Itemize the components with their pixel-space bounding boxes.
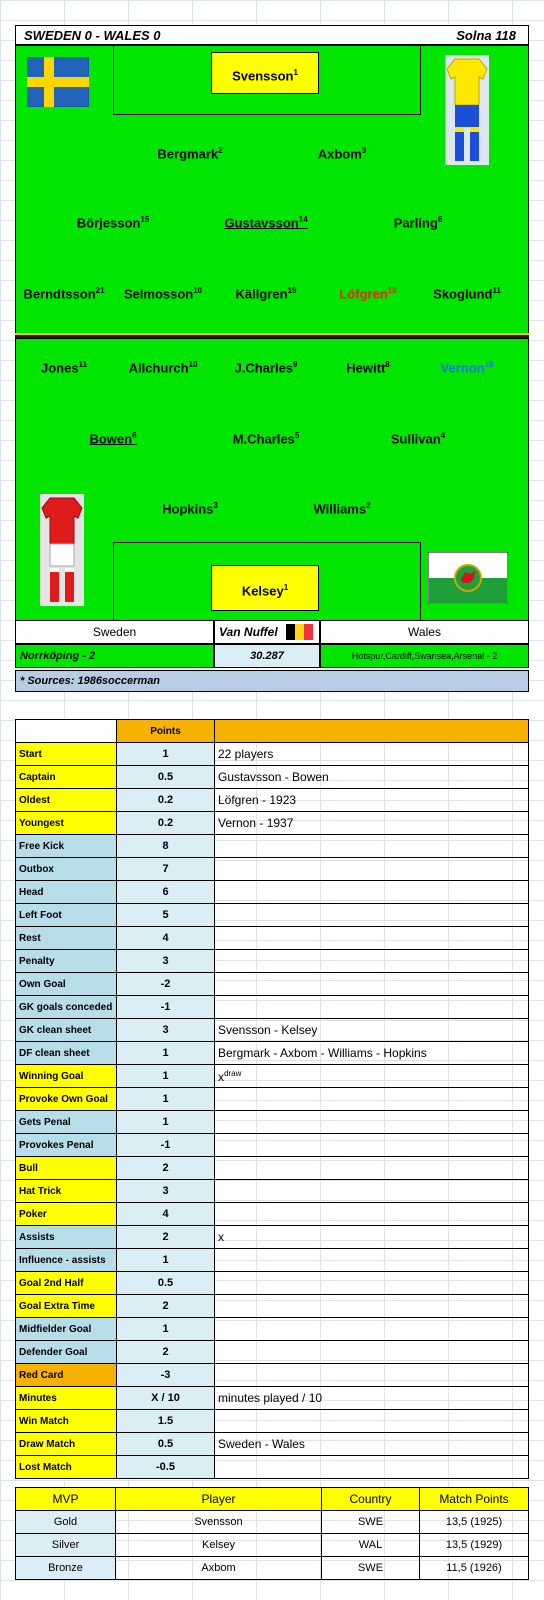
points-detail <box>215 950 529 973</box>
points-detail: 22 players <box>215 743 529 766</box>
sweden-kit-icon <box>445 55 489 165</box>
points-rule-label: Midfielder Goal <box>16 1318 117 1341</box>
player-sullivan: Sullivan$^4$ <box>390 431 446 447</box>
points-row <box>16 1341 529 1364</box>
player-bergmark: Bergmark$^2$ <box>157 146 223 162</box>
points-row <box>16 1295 529 1318</box>
points-rule-label: Minutes <box>16 1387 117 1410</box>
points-rule-label: Assists <box>16 1226 117 1249</box>
points-rule-label: Winning Goal <box>16 1065 117 1088</box>
mvp-match-points: 11,5 (1926) <box>420 1557 529 1580</box>
mvp-player: Kelsey <box>116 1534 322 1557</box>
points-row <box>16 1157 529 1180</box>
mvp-header-player: Player <box>116 1488 322 1511</box>
points-detail: Vernon - 1937 <box>215 812 529 835</box>
points-rule-label: Provoke Own Goal <box>16 1088 117 1111</box>
points-value: 8 <box>117 835 215 858</box>
mvp-country: SWE <box>322 1511 420 1534</box>
home-clubs-cell: Norrköping - 2 <box>15 644 214 668</box>
points-value: 5 <box>117 904 215 927</box>
points-header-desc <box>215 720 529 743</box>
mvp-header-country: Country <box>322 1488 420 1511</box>
points-detail <box>215 973 529 996</box>
points-detail <box>215 858 529 881</box>
player-kallgren: Källgren$^{19}$ <box>235 286 297 302</box>
points-row <box>16 996 529 1019</box>
points-value: 4 <box>117 1203 215 1226</box>
points-value: 2 <box>117 1226 215 1249</box>
mvp-match-points: 13,5 (1929) <box>420 1534 529 1557</box>
points-value: 3 <box>117 1019 215 1042</box>
points-row <box>16 1019 529 1042</box>
mvp-player: Svensson <box>116 1511 322 1534</box>
points-rule-label: Hat Trick <box>16 1180 117 1203</box>
points-row <box>16 1433 529 1456</box>
mvp-header-row <box>16 1488 529 1511</box>
points-row <box>16 858 529 881</box>
player-axbom: Axbom$^3$ <box>317 146 367 162</box>
points-detail <box>215 1134 529 1157</box>
sources-cell: * Sources: 1986soccerman <box>15 670 529 692</box>
points-row <box>16 1410 529 1433</box>
player-jones: Jones$^{11}$ <box>40 360 88 376</box>
points-detail <box>215 1295 529 1318</box>
mvp-row <box>16 1511 529 1534</box>
points-detail: Svensson - Kelsey <box>215 1019 529 1042</box>
points-row <box>16 1364 529 1387</box>
points-detail <box>215 1249 529 1272</box>
points-value: 1.5 <box>117 1410 215 1433</box>
points-detail <box>215 1318 529 1341</box>
points-detail: Bergmark - Axbom - Williams - Hopkins <box>215 1042 529 1065</box>
points-detail <box>215 996 529 1019</box>
points-value: 1 <box>117 1065 215 1088</box>
points-detail: Sweden - Wales <box>215 1433 529 1456</box>
points-row <box>16 881 529 904</box>
points-value: 1 <box>117 743 215 766</box>
points-row <box>16 1318 529 1341</box>
points-row <box>16 927 529 950</box>
points-value: 7 <box>117 858 215 881</box>
home-goalkeeper: Svensson$^1$ <box>211 52 319 94</box>
points-row <box>16 1111 529 1134</box>
wales-flag-icon <box>428 552 508 604</box>
points-value: 1 <box>117 1088 215 1111</box>
points-rule-label: Left Foot <box>16 904 117 927</box>
match-title: SWEDEN 0 - WALES 0 <box>24 28 161 43</box>
away-clubs-cell: Hotspur,Cardiff,Swansea,Arsenal - 2 <box>320 644 529 668</box>
points-row <box>16 1065 529 1088</box>
points-row <box>16 950 529 973</box>
points-value: -1 <box>117 1134 215 1157</box>
points-value: -1 <box>117 996 215 1019</box>
player-hopkins: Hopkins$^3$ <box>162 501 218 517</box>
mvp-header-mvp: MVP <box>16 1488 116 1511</box>
points-detail: $x^{draw}$ <box>215 1065 529 1088</box>
points-row <box>16 1134 529 1157</box>
mvp-player: Axbom <box>116 1557 322 1580</box>
points-rule-label: Defender Goal <box>16 1341 117 1364</box>
points-rule-label: GK clean sheet <box>16 1019 117 1042</box>
points-value: 0.5 <box>117 1272 215 1295</box>
points-row <box>16 1042 529 1065</box>
points-rule-label: Oldest <box>16 789 117 812</box>
player-williams: Williams$^2$ <box>313 501 371 517</box>
points-detail <box>215 1410 529 1433</box>
match-header <box>15 25 529 45</box>
player-borjesson: Börjesson$^{15}$ <box>76 215 150 231</box>
points-row <box>16 1088 529 1111</box>
points-rule-label: Red Card <box>16 1364 117 1387</box>
player-gustavsson-captain: Gustavsson$^{14}$ <box>224 215 308 231</box>
player-bowen-captain: Bowen$^6$ <box>89 431 137 447</box>
points-detail <box>215 1364 529 1387</box>
venue-label: Solna 118 <box>456 28 516 43</box>
points-value: -2 <box>117 973 215 996</box>
points-header-blank <box>16 720 117 743</box>
points-row <box>16 743 529 766</box>
belgium-flag-icon <box>286 624 313 640</box>
points-value: 1 <box>117 1249 215 1272</box>
wales-kit-icon <box>40 494 84 606</box>
points-rule-label: Goal Extra Time <box>16 1295 117 1318</box>
points-rule-label: Gets Penal <box>16 1111 117 1134</box>
points-value: 0.5 <box>117 1433 215 1456</box>
points-detail <box>215 1272 529 1295</box>
player-allchurch: Allchurch$^{10}$ <box>128 360 198 376</box>
points-value: 3 <box>117 1180 215 1203</box>
points-value: -0.5 <box>117 1456 215 1479</box>
points-row <box>16 1203 529 1226</box>
mvp-medal: Bronze <box>16 1557 116 1580</box>
player-j-charles: J.Charles$^9$ <box>234 360 298 376</box>
points-detail <box>215 835 529 858</box>
player-vernon: Vernon$^{18}$ <box>440 360 494 376</box>
points-value: 2 <box>117 1157 215 1180</box>
points-value: 6 <box>117 881 215 904</box>
points-rule-label: Penalty <box>16 950 117 973</box>
points-detail <box>215 904 529 927</box>
player-m-charles: M.Charles$^5$ <box>232 431 300 447</box>
points-header: Points <box>117 720 215 743</box>
points-detail <box>215 1341 529 1364</box>
points-rule-label: Win Match <box>16 1410 117 1433</box>
points-detail: minutes played / 10 <box>215 1387 529 1410</box>
player-lofgren: Löfgren$^{18}$ <box>339 286 397 302</box>
player-skoglund: Skoglund$^{11}$ <box>433 286 501 302</box>
points-value: 0.2 <box>117 812 215 835</box>
mvp-medal: Gold <box>16 1511 116 1534</box>
mvp-header-points: Match Points <box>420 1488 529 1511</box>
points-table <box>15 719 529 1479</box>
attendance-cell: 30.287 <box>214 644 320 668</box>
points-row <box>16 1272 529 1295</box>
points-row <box>16 1226 529 1249</box>
points-row <box>16 812 529 835</box>
points-rule-label: Influence - assists <box>16 1249 117 1272</box>
sweden-flag-icon <box>27 57 89 107</box>
points-value: 2 <box>117 1341 215 1364</box>
points-rule-label: Outbox <box>16 858 117 881</box>
points-value: X / 10 <box>117 1387 215 1410</box>
points-rule-label: Captain <box>16 766 117 789</box>
points-rule-label: Lost Match <box>16 1456 117 1479</box>
points-value: -3 <box>117 1364 215 1387</box>
points-rule-label: Free Kick <box>16 835 117 858</box>
points-row <box>16 1249 529 1272</box>
points-row <box>16 1387 529 1410</box>
points-row <box>16 766 529 789</box>
points-rule-label: Rest <box>16 927 117 950</box>
points-rule-label: Own Goal <box>16 973 117 996</box>
points-detail: Löfgren - 1923 <box>215 789 529 812</box>
mvp-row <box>16 1534 529 1557</box>
points-rule-label: Goal 2nd Half <box>16 1272 117 1295</box>
points-rule-label: DF clean sheet <box>16 1042 117 1065</box>
mvp-country: SWE <box>322 1557 420 1580</box>
mvp-country: WAL <box>322 1534 420 1557</box>
points-detail <box>215 1456 529 1479</box>
away-goalkeeper: Kelsey$^1$ <box>211 565 319 611</box>
points-rule-label: Provokes Penal <box>16 1134 117 1157</box>
points-header-row <box>16 720 529 743</box>
points-detail <box>215 1111 529 1134</box>
points-detail <box>215 881 529 904</box>
points-row <box>16 789 529 812</box>
mvp-match-points: 13,5 (1925) <box>420 1511 529 1534</box>
points-row <box>16 1180 529 1203</box>
mvp-table <box>15 1487 529 1580</box>
points-detail <box>215 1180 529 1203</box>
points-rule-label: Head <box>16 881 117 904</box>
points-rule-label: Youngest <box>16 812 117 835</box>
player-parling: Parling$^6$ <box>393 215 443 231</box>
player-selmosson: Selmosson$^{10}$ <box>123 286 203 302</box>
points-detail: Gustavsson - Bowen <box>215 766 529 789</box>
referee-cell: Van Nuffel <box>214 620 320 644</box>
points-rule-label: GK goals conceded <box>16 996 117 1019</box>
points-rule-label: Start <box>16 743 117 766</box>
points-detail <box>215 1203 529 1226</box>
points-rule-label: Draw Match <box>16 1433 117 1456</box>
mvp-medal: Silver <box>16 1534 116 1557</box>
points-rule-label: Poker <box>16 1203 117 1226</box>
player-hewitt: Hewitt$^8$ <box>346 360 390 376</box>
points-row <box>16 904 529 927</box>
points-value: 3 <box>117 950 215 973</box>
points-value: 1 <box>117 1111 215 1134</box>
points-detail <box>215 1157 529 1180</box>
points-value: 0.2 <box>117 789 215 812</box>
away-team-cell: Wales <box>320 620 529 644</box>
player-berndtsson: Berndtsson$^{21}$ <box>23 286 105 302</box>
points-detail <box>215 927 529 950</box>
points-detail <box>215 1088 529 1111</box>
points-value: 1 <box>117 1318 215 1341</box>
points-detail: x <box>215 1226 529 1249</box>
points-value: 4 <box>117 927 215 950</box>
points-value: 0.5 <box>117 766 215 789</box>
points-rule-label: Bull <box>16 1157 117 1180</box>
mvp-row <box>16 1557 529 1580</box>
points-row <box>16 835 529 858</box>
points-row <box>16 1456 529 1479</box>
home-team-cell: Sweden <box>15 620 214 644</box>
points-value: 2 <box>117 1295 215 1318</box>
points-row <box>16 973 529 996</box>
points-value: 1 <box>117 1042 215 1065</box>
